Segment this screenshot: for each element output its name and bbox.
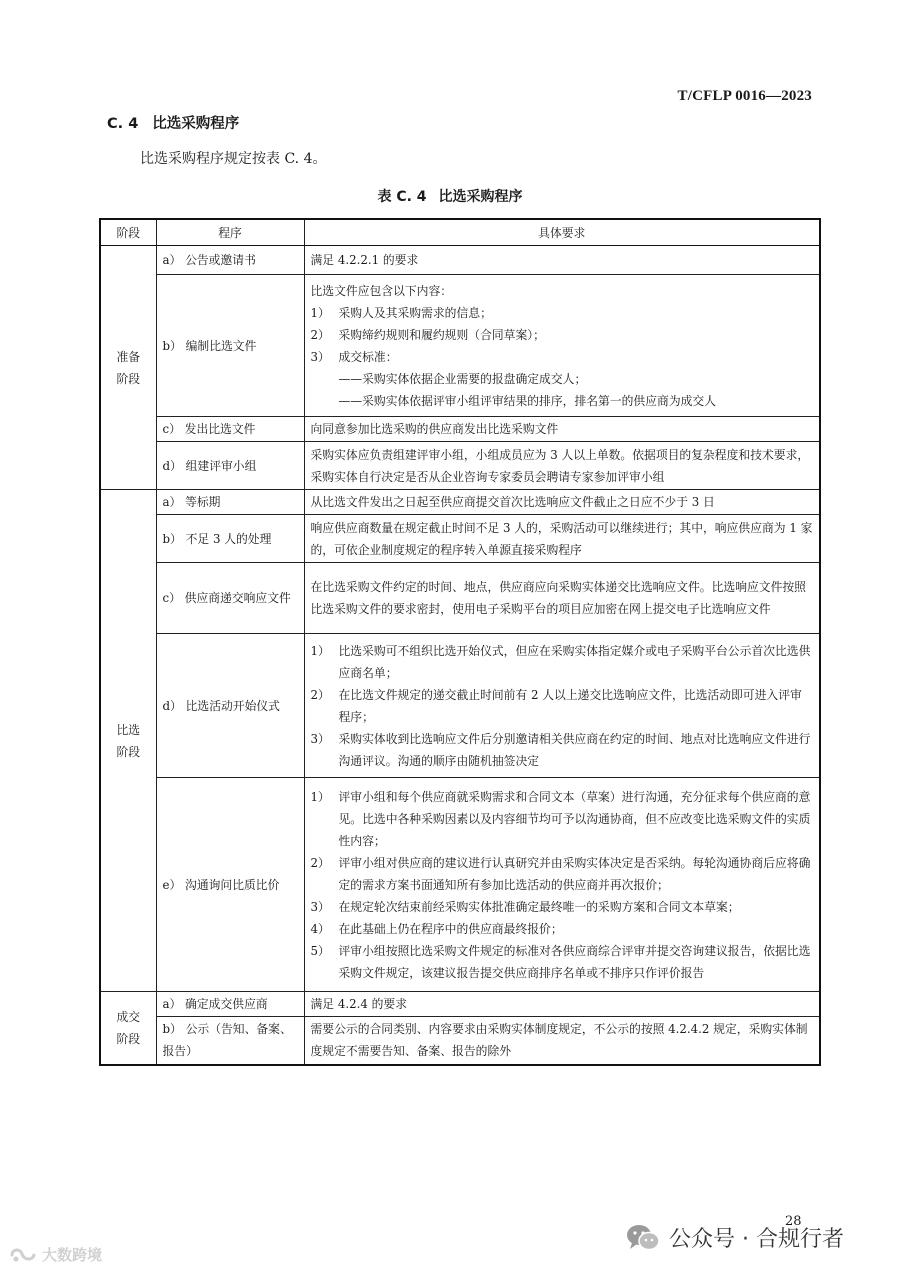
table-row [100,442,820,490]
requirement-cell: 1） 比选采购可不组织比选开始仪式，但应在采购实体指定媒介或电子采购平台公示首次比选供应商名单； 2） 在比选文件规定的递交截止时间前有 2 人以上递交比选响应文件，比选活动即可进入评审程序； 3） 采购实体收到比选响应文件后分别邀请相关供应商在约定的时间、地点对比选响应文件进行沟通评议。沟通的顺序由随机抽签决定 [304,634,820,778]
header-procedure: 程序 [156,219,304,246]
watermark-left [8,1244,102,1265]
procedure-cell: c） 供应商递交响应文件 [156,563,304,634]
table-row [100,563,820,634]
requirement-cell: 在比选采购文件约定的时间、地点，供应商应向采购实体递交比选响应文件。比选响应文件按照比选采购文件的要求密封，使用电子采购平台的项目应加密在网上提交电子比选响应文件 [304,563,820,634]
table-caption [0,186,900,206]
procedure-cell: b） 不足 3 人的处理 [156,515,304,563]
procedure-table [99,218,821,1066]
brand-logo-icon [8,1245,38,1265]
procedure-cell: d） 组建评审小组 [156,442,304,490]
document-code: T/CFLP 0016—2023 [677,88,812,104]
page-number: 28 [785,1214,802,1229]
requirement-cell: 比选文件应包含以下内容： 1） 采购人及其采购需求的信息； 2） 采购缔约规则和履约规则（合同草案）； 3） 成交标准： ——采购实体依据企业需要的报盘确定成交人； ——采购实体依据评审小组评审结果的排序，排名第一的供应商为成交人 [304,275,820,417]
requirement-cell: 1） 评审小组和每个供应商就采购需求和合同文本（草案）进行沟通，充分征求每个供应商的意见。比选中各种采购因素以及内容细节均可予以沟通协商，但不应改变比选采购文件的实质性内容； 2） 评审小组对供应商的建议进行认真研究并由采购实体决定是否采纳。每轮沟通协商后应将确定的需求方案书面通知所有参加比选活动的供应商并再次报价； 3） 在规定轮次结束前经采购实体批准确定最终唯一的采购方案和合同文本草案； 4） 在此基础上仍在程序中的供应商最终报价； 5） 评审小组按照比选采购文件规定的标准对各供应商综合评审并提交咨询建议报告，依据比选采购文件规定，该建议报告提交供应商排序名单或不排序只作评价报告 [304,778,820,992]
watermark-right [625,1222,844,1253]
requirement-cell: 采购实体应负责组建评审小组，小组成员应为 3 人以上单数。依据项目的复杂程度和技术要求，采购实体自行决定是否从企业咨询专家委员会聘请专家参加评审小组 [304,442,820,490]
table-row [100,246,820,275]
procedure-cell: a） 确定成交供应商 [156,992,304,1017]
intro-paragraph: 比选采购程序规定按表 C. 4。 [140,151,327,167]
stage-compare: 比选 阶段 [100,490,156,992]
procedure-cell: b） 公示（告知、备案、报告） [156,1017,304,1065]
table-header-row [100,219,820,246]
table-caption-title: 比选采购程序 [438,189,523,205]
requirement-cell: 响应供应商数量在规定截止时间不足 3 人的，采购活动可以继续进行；其中，响应供应商为 1 家的，可依企业制度规定的程序转入单源直接采购程序 [304,515,820,563]
wechat-icon [625,1223,661,1253]
watermark-left-text: 大数跨境 [42,1246,103,1264]
requirement-cell: 满足 4.2.2.1 的要求 [304,246,820,275]
procedure-cell: b） 编制比选文件 [156,275,304,417]
section-number: C. 4 [107,116,139,132]
table-row [100,1017,820,1065]
table-row [100,515,820,563]
table-row [100,778,820,992]
table-row [100,634,820,778]
table-row [100,417,820,442]
table-caption-number: 表 C. 4 [377,189,427,205]
section-title: 比选采购程序 [152,116,240,132]
procedure-cell: d） 比选活动开始仪式 [156,634,304,778]
procedure-cell: a） 等标期 [156,490,304,515]
header-stage: 阶段 [100,219,156,246]
table-row [100,992,820,1017]
procedure-cell: e） 沟通询问比质比价 [156,778,304,992]
stage-prep: 准备 阶段 [100,246,156,490]
procedure-cell: a） 公告或邀请书 [156,246,304,275]
header-requirement: 具体要求 [304,219,820,246]
stage-deal: 成交 阶段 [100,992,156,1065]
section-heading [107,112,239,133]
requirement-cell: 需要公示的合同类别、内容要求由采购实体制度规定，不公示的按照 4.2.4.2 规定，采购实体制度规定不需要告知、备案、报告的除外 [304,1017,820,1065]
procedure-cell: c） 发出比选文件 [156,417,304,442]
table-row [100,490,820,515]
requirement-cell: 向同意参加比选采购的供应商发出比选采购文件 [304,417,820,442]
watermark-right-text: 公众号 · 合规行者 [669,1227,844,1252]
table-row [100,275,820,417]
requirement-cell: 从比选文件发出之日起至供应商提交首次比选响应文件截止之日应不少于 3 日 [304,490,820,515]
requirement-cell: 满足 4.2.4 的要求 [304,992,820,1017]
